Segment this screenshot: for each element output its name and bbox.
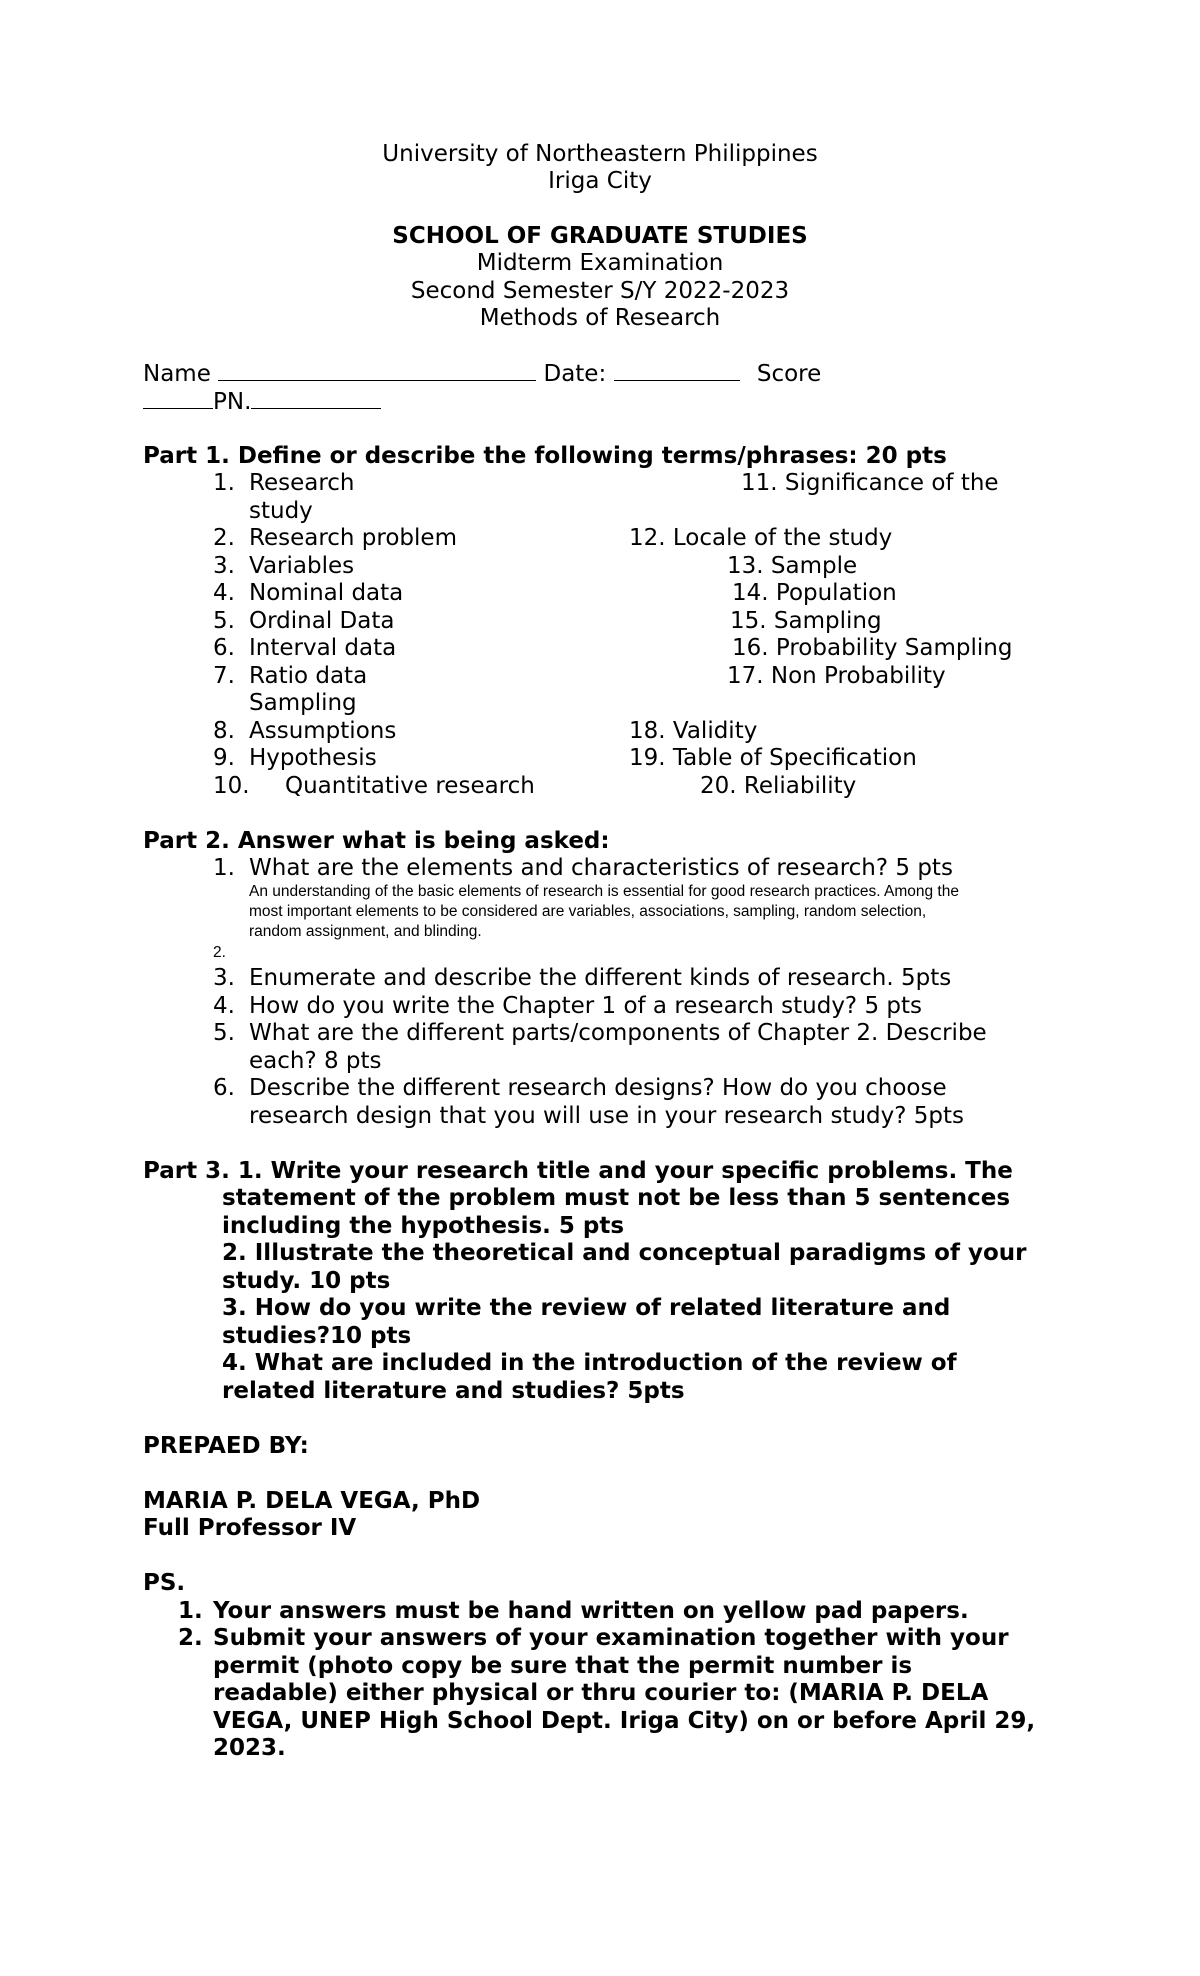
list-number: 10. — [213, 773, 250, 799]
name-blank[interactable] — [218, 360, 536, 381]
ps-item-2-line: 2023. — [213, 1735, 286, 1761]
school-name: SCHOOL OF GRADUATE STUDIES — [392, 223, 808, 249]
list-number: 6. — [213, 1075, 235, 1101]
list-number: 1. — [213, 855, 235, 881]
ps-item-2-line: readable) either physical or thru courier to: (MARIA P. DELA — [213, 1680, 989, 1706]
preparer-name: MARIA P. DELA VEGA, PhD — [143, 1488, 481, 1514]
list-number: 3. — [213, 553, 235, 579]
list-item: Research problem — [249, 525, 457, 551]
list-item: 17. Non Probability — [727, 663, 946, 689]
ps-item-1: Your answers must be hand written on yellow pad papers. — [213, 1598, 969, 1624]
list-item: 11. Significance of the — [741, 470, 999, 496]
question-5-line: What are the different parts/components of Chapter 2. Describe — [249, 1020, 987, 1046]
list-item: Ratio data — [249, 663, 368, 689]
part3-line: related literature and studies? 5pts — [222, 1378, 685, 1404]
list-item: Research — [249, 470, 355, 496]
list-item: 14. Population — [732, 580, 897, 606]
answer-note-line: An understanding of the basic elements of research is essential for good research practices. Among the — [249, 883, 959, 900]
ps-label: PS. — [143, 1570, 186, 1596]
question-3: Enumerate and describe the different kinds of research. 5pts — [249, 965, 952, 991]
pn-blank[interactable] — [251, 388, 381, 409]
university-name: University of Northeastern Philippines — [382, 141, 818, 167]
part3-line: including the hypothesis. 5 pts — [222, 1213, 625, 1239]
ps-item-2-line: permit (photo copy be sure that the permit number is — [213, 1653, 913, 1679]
question-6-line: Describe the different research designs? How do you choose — [249, 1075, 947, 1101]
list-item: 19. Table of Specification — [629, 745, 917, 771]
list-item: 18. Validity — [629, 718, 758, 744]
list-item: 12. Locale of the study — [629, 525, 893, 551]
list-item: Ordinal Data — [249, 608, 395, 634]
list-item: 16. Probability Sampling — [732, 635, 1013, 661]
score-pn-line — [143, 388, 381, 417]
ps-item-2-line: VEGA, UNEP High School Dept. Iriga City) on or before April 29, — [213, 1708, 1036, 1734]
name-label: Name — [143, 361, 211, 387]
question-6-line: research design that you will use in your research study? 5pts — [249, 1103, 964, 1129]
list-item: 15. Sampling — [730, 608, 882, 634]
part3-line: 3. How do you write the review of related literature and — [222, 1295, 951, 1321]
part2-heading: Part 2. Answer what is being asked: — [143, 828, 610, 854]
list-item: 20. Reliability — [700, 773, 857, 799]
name-date-score-line — [143, 360, 821, 389]
list-number: 4. — [213, 993, 235, 1019]
list-item: study — [249, 498, 313, 524]
answer-note-line: most important elements to be considered are variables, associations, sampling, random selection, — [249, 903, 927, 920]
list-item: Hypothesis — [249, 745, 377, 771]
part3-line: studies?10 pts — [222, 1323, 412, 1349]
list-item: Assumptions — [249, 718, 397, 744]
question-1: What are the elements and characteristics of research? 5 pts — [249, 855, 953, 881]
subject-line: Methods of Research — [479, 305, 721, 331]
question-5-line: each? 8 pts — [249, 1048, 382, 1074]
semester-line: Second Semester S/Y 2022-2023 — [410, 278, 790, 304]
exam-title: Midterm Examination — [476, 250, 724, 276]
preparer-title: Full Professor IV — [143, 1515, 357, 1541]
part3-line: statement of the problem must not be less than 5 sentences — [222, 1185, 1011, 1211]
pn-label: PN. — [213, 389, 252, 415]
part1-heading: Part 1. Define or describe the following terms/phrases: 20 pts — [143, 443, 947, 469]
list-number: 1. — [213, 470, 235, 496]
list-item: Nominal data — [249, 580, 404, 606]
list-item: Quantitative research — [285, 773, 535, 799]
list-item: Variables — [249, 553, 355, 579]
part3-line: study. 10 pts — [222, 1268, 391, 1294]
city-name: Iriga City — [548, 168, 652, 194]
list-number: 7. — [213, 663, 235, 689]
list-number: 6. — [213, 635, 235, 661]
list-number: 2. — [178, 1625, 203, 1651]
prepared-by-label: PREPAED BY: — [143, 1433, 309, 1459]
list-number: 2. — [213, 944, 226, 961]
ps-item-2-line: Submit your answers of your examination together with your — [213, 1625, 1009, 1651]
list-number: 8. — [213, 718, 235, 744]
list-number: 5. — [213, 1020, 235, 1046]
score-label: Score — [756, 361, 822, 387]
list-number: 4. — [213, 580, 235, 606]
list-number: 9. — [213, 745, 235, 771]
list-number: 1. — [178, 1598, 203, 1624]
answer-note-line: random assignment, and blinding. — [249, 923, 482, 940]
part3-line: 2. Illustrate the theoretical and conceptual paradigms of your — [222, 1240, 1027, 1266]
score-blank[interactable] — [143, 388, 213, 409]
list-number: 3. — [213, 965, 235, 991]
part3-line: 4. What are included in the introduction of the review of — [222, 1350, 957, 1376]
date-blank[interactable] — [614, 360, 740, 381]
part3-line: Part 3. 1. Write your research title and your specific problems. The — [143, 1158, 1013, 1184]
date-label: Date: — [543, 361, 607, 387]
list-item: Interval data — [249, 635, 397, 661]
list-item: 13. Sample — [727, 553, 858, 579]
question-4: How do you write the Chapter 1 of a research study? 5 pts — [249, 993, 922, 1019]
list-item: Sampling — [249, 690, 357, 716]
list-number: 5. — [213, 608, 235, 634]
list-number: 2. — [213, 525, 235, 551]
